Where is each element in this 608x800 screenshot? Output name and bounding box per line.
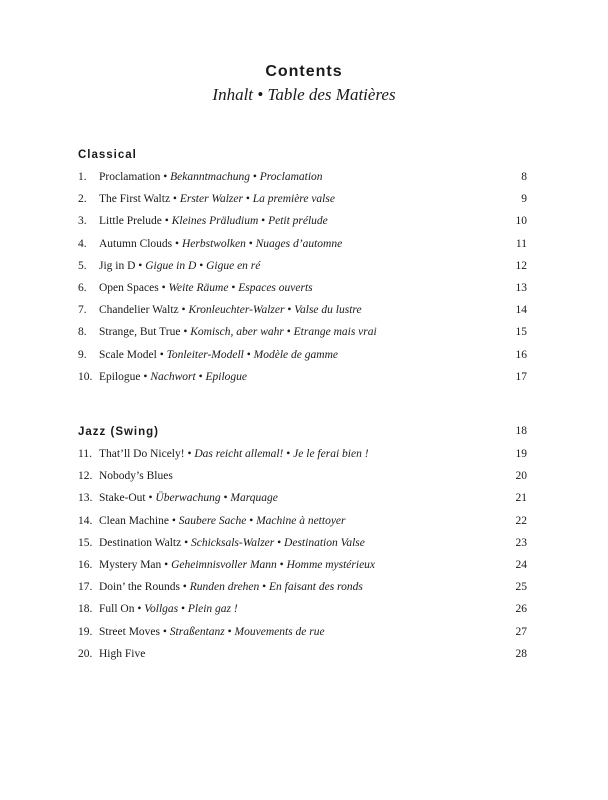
bullet-separator: • [249, 171, 260, 183]
entry-title-english: Chandelier Waltz [99, 304, 179, 317]
entry-number: 5. [78, 259, 87, 272]
bullet-separator: • [172, 237, 182, 250]
entry-title [99, 557, 375, 573]
entry-number: 16. [78, 559, 93, 571]
entry-page-number: 20 [515, 470, 527, 483]
bullet-separator: • [242, 193, 253, 206]
entry-page-number: 21 [515, 492, 527, 505]
entry-title-french: Valse du lustre [294, 304, 362, 317]
entry-title-german: Nachwort [150, 370, 196, 383]
entry-title-french: Nuages d’automne [255, 237, 343, 250]
bullet-separator: • [220, 492, 231, 505]
entry-title-german: Tonleiter-Modell [166, 348, 244, 361]
bullet-separator: • [160, 171, 171, 183]
bullet-separator: • [158, 282, 169, 294]
bullet-separator: • [161, 215, 172, 228]
toc-entry[interactable] [78, 579, 527, 595]
entry-title-french: Espaces ouverts [238, 282, 313, 294]
entry-title [99, 624, 325, 640]
entry-title-french: La première valse [252, 193, 335, 206]
entry-number: 7. [78, 304, 87, 317]
entry-title [99, 213, 328, 229]
entry-number: 11. [78, 448, 92, 460]
entry-page-number: 19 [515, 448, 527, 460]
page-title: Contents [265, 63, 343, 80]
toc-entry[interactable] [78, 191, 527, 207]
entry-page-number: 23 [515, 536, 527, 549]
entry-number: 20. [78, 647, 93, 660]
bullet-separator: • [243, 348, 254, 361]
entry-title-english: That’ll Do Nicely! [99, 448, 185, 460]
entry-title-french: En faisant des ronds [269, 581, 363, 594]
entry-page-number: 11 [515, 237, 527, 250]
entry-title-french: Je le ferai bien ! [293, 448, 369, 460]
entry-title-german: Komisch, aber wahr [190, 326, 284, 339]
entry-title [99, 280, 313, 296]
entry-title-german: Überwachung [155, 492, 221, 505]
bullet-separator: • [196, 259, 207, 272]
entry-page-number: 17 [515, 370, 527, 383]
bullet-separator: • [284, 304, 295, 317]
entry-title-german: Vollgas [144, 603, 179, 616]
entry-title-english: The First Waltz [99, 193, 171, 206]
entry-title [99, 468, 173, 484]
entry-page-number: 24 [515, 559, 527, 571]
entry-title-french: Destination Valse [284, 536, 365, 549]
bullet-separator: • [160, 625, 170, 638]
entry-title-french: Plein gaz ! [187, 603, 238, 616]
entry-title [99, 302, 362, 318]
toc-entry[interactable] [78, 213, 527, 229]
entry-title-english: Little Prelude [99, 215, 162, 228]
page-subtitle: Inhalt • Table des Matières [212, 85, 396, 104]
entry-title-english: Scale Model [99, 348, 157, 361]
toc-entry[interactable] [78, 624, 527, 640]
entry-page-number: 28 [515, 647, 527, 660]
entry-number: 2. [78, 193, 87, 206]
entry-title-german: Erster Walzer [179, 193, 243, 206]
toc-entry[interactable] [78, 446, 527, 462]
toc-entry[interactable] [78, 324, 527, 340]
bullet-separator: • [168, 514, 179, 527]
bullet-separator: • [180, 326, 191, 339]
entry-title-french: Proclamation [259, 171, 323, 183]
bullet-separator: • [258, 215, 269, 228]
toc-entry[interactable] [78, 557, 527, 573]
entry-title-french: Marquage [230, 492, 278, 505]
entry-title [99, 347, 338, 363]
bullet-separator: • [156, 348, 167, 361]
toc-entry[interactable] [78, 601, 527, 617]
bullet-separator: • [135, 259, 146, 272]
entry-page-number: 13 [515, 282, 527, 294]
bullet-separator: • [184, 448, 195, 460]
toc-entry[interactable] [78, 513, 527, 529]
entry-number: 13. [78, 492, 93, 505]
entry-page-number: 22 [515, 514, 527, 527]
toc-entry[interactable] [78, 258, 527, 274]
bullet-separator: • [283, 326, 294, 339]
entry-page-number: 14 [515, 304, 527, 317]
bullet-separator: • [179, 581, 190, 594]
bullet-separator: • [276, 559, 287, 571]
entry-title-german: Herbstwolken [181, 237, 246, 250]
bullet-separator: • [283, 448, 294, 460]
entry-title-english: Stake-Out [99, 492, 146, 505]
bullet-separator: • [224, 625, 235, 638]
entry-number: 9. [78, 348, 87, 361]
bullet-separator: • [195, 370, 206, 383]
entry-title [99, 446, 369, 462]
entry-title-german: Weite Räume [168, 282, 229, 294]
entry-page-number: 8 [521, 171, 527, 183]
entry-title-french: Petit prélude [268, 215, 328, 228]
bullet-separator: • [246, 514, 257, 527]
entry-title [99, 236, 342, 252]
entry-title-french: Epilogue [205, 370, 247, 383]
entry-title-english: Doin’ the Rounds [99, 581, 180, 594]
entry-title-german: Runden drehen [189, 581, 260, 594]
entry-title [99, 324, 377, 340]
toc-entry[interactable] [78, 347, 527, 363]
entry-title-german: Das reicht allemal! [194, 448, 284, 460]
entry-page-number: 10 [515, 215, 527, 228]
entry-number: 17. [78, 581, 93, 594]
entry-number: 3. [78, 215, 87, 228]
entry-number: 18. [78, 603, 93, 616]
entry-number: 8. [78, 326, 87, 339]
entry-title [99, 258, 260, 274]
entry-title-english: Epilogue [99, 370, 141, 383]
entry-number: 15. [78, 536, 93, 549]
entry-title-english: Proclamation [99, 171, 161, 183]
entry-title [99, 169, 323, 185]
entry-title [99, 601, 238, 617]
bullet-separator: • [161, 559, 172, 571]
entry-title-german: Kleines Präludium [171, 215, 259, 228]
entry-page-number: 27 [515, 625, 527, 638]
entry-number: 4. [78, 237, 87, 250]
entry-title-french: Modèle de gamme [253, 348, 338, 361]
bullet-separator: • [228, 282, 239, 294]
entry-title-german: Schicksals-Walzer [191, 536, 275, 549]
toc-entry[interactable] [78, 535, 527, 551]
bullet-separator: • [181, 536, 191, 549]
toc-entry[interactable] [78, 468, 527, 484]
entry-page-number: 16 [515, 348, 527, 361]
entry-title [99, 579, 363, 595]
entry-title-german: Kronleuchter-Walzer [188, 304, 285, 317]
entry-title [99, 513, 346, 529]
toc-entry[interactable] [78, 280, 527, 296]
entry-title-english: Street Moves [99, 625, 161, 638]
entry-title-english: Nobody’s Blues [99, 470, 173, 483]
entry-title-french: Etrange mais vrai [293, 326, 377, 339]
bullet-separator: • [178, 603, 188, 616]
entry-page-number: 25 [515, 581, 527, 594]
entry-title-english: Mystery Man [99, 559, 162, 571]
toc-entry[interactable] [78, 169, 527, 185]
entry-number: 19. [78, 625, 93, 638]
entry-page-number: 26 [515, 603, 527, 616]
section-heading: Jazz (Swing) [78, 426, 160, 438]
entry-number: 14. [78, 514, 93, 527]
bullet-separator: • [178, 304, 189, 317]
toc-entry[interactable] [78, 646, 527, 662]
entry-number: 10. [78, 370, 93, 383]
entry-title-french: Homme mystérieux [286, 559, 376, 571]
entry-title [99, 369, 247, 385]
entry-title-german: Gigue in D [145, 259, 197, 272]
entry-title [99, 646, 145, 662]
section-heading: Classical [78, 149, 137, 161]
entry-number: 1. [78, 171, 87, 183]
bullet-separator: • [245, 237, 256, 250]
entry-title [99, 535, 365, 551]
entry-title [99, 490, 278, 506]
entry-number: 12. [78, 470, 93, 483]
toc-entry[interactable] [78, 302, 527, 318]
toc-entry[interactable] [78, 369, 527, 385]
entry-title-german: Straßentanz [169, 625, 225, 638]
entry-title-english: Strange, But True [99, 326, 181, 339]
entry-title-english: Destination Waltz [99, 536, 182, 549]
bullet-separator: • [134, 603, 145, 616]
entry-title-english: Full On [99, 603, 135, 616]
entry-title-german: Geheimnisvoller Mann [171, 559, 277, 571]
entry-title-english: Jig in D [99, 259, 136, 272]
entry-title-french: Machine à nettoyer [256, 514, 346, 527]
entry-title-german: Saubere Sache [178, 514, 247, 527]
entry-number: 6. [78, 282, 87, 294]
bullet-separator: • [145, 492, 156, 505]
entry-title-english: Clean Machine [99, 514, 169, 527]
entry-page-number: 15 [515, 326, 527, 339]
toc-entry[interactable] [78, 490, 527, 506]
entry-title-german: Bekanntmachung [170, 171, 250, 183]
section-page-number: 18 [515, 425, 527, 437]
bullet-separator: • [259, 581, 269, 594]
bullet-separator: • [140, 370, 151, 383]
entry-title-english: High Five [99, 647, 146, 660]
entry-page-number: 12 [515, 259, 527, 272]
entry-title-french: Gigue en ré [206, 259, 261, 272]
bullet-separator: • [170, 193, 180, 206]
entry-title-english: Open Spaces [99, 282, 159, 294]
entry-title-french: Mouvements de rue [234, 625, 325, 638]
entry-title-english: Autumn Clouds [99, 237, 173, 250]
entry-page-number: 9 [521, 193, 527, 206]
entry-title [99, 191, 335, 207]
toc-entry[interactable] [78, 236, 527, 252]
bullet-separator: • [274, 536, 285, 549]
